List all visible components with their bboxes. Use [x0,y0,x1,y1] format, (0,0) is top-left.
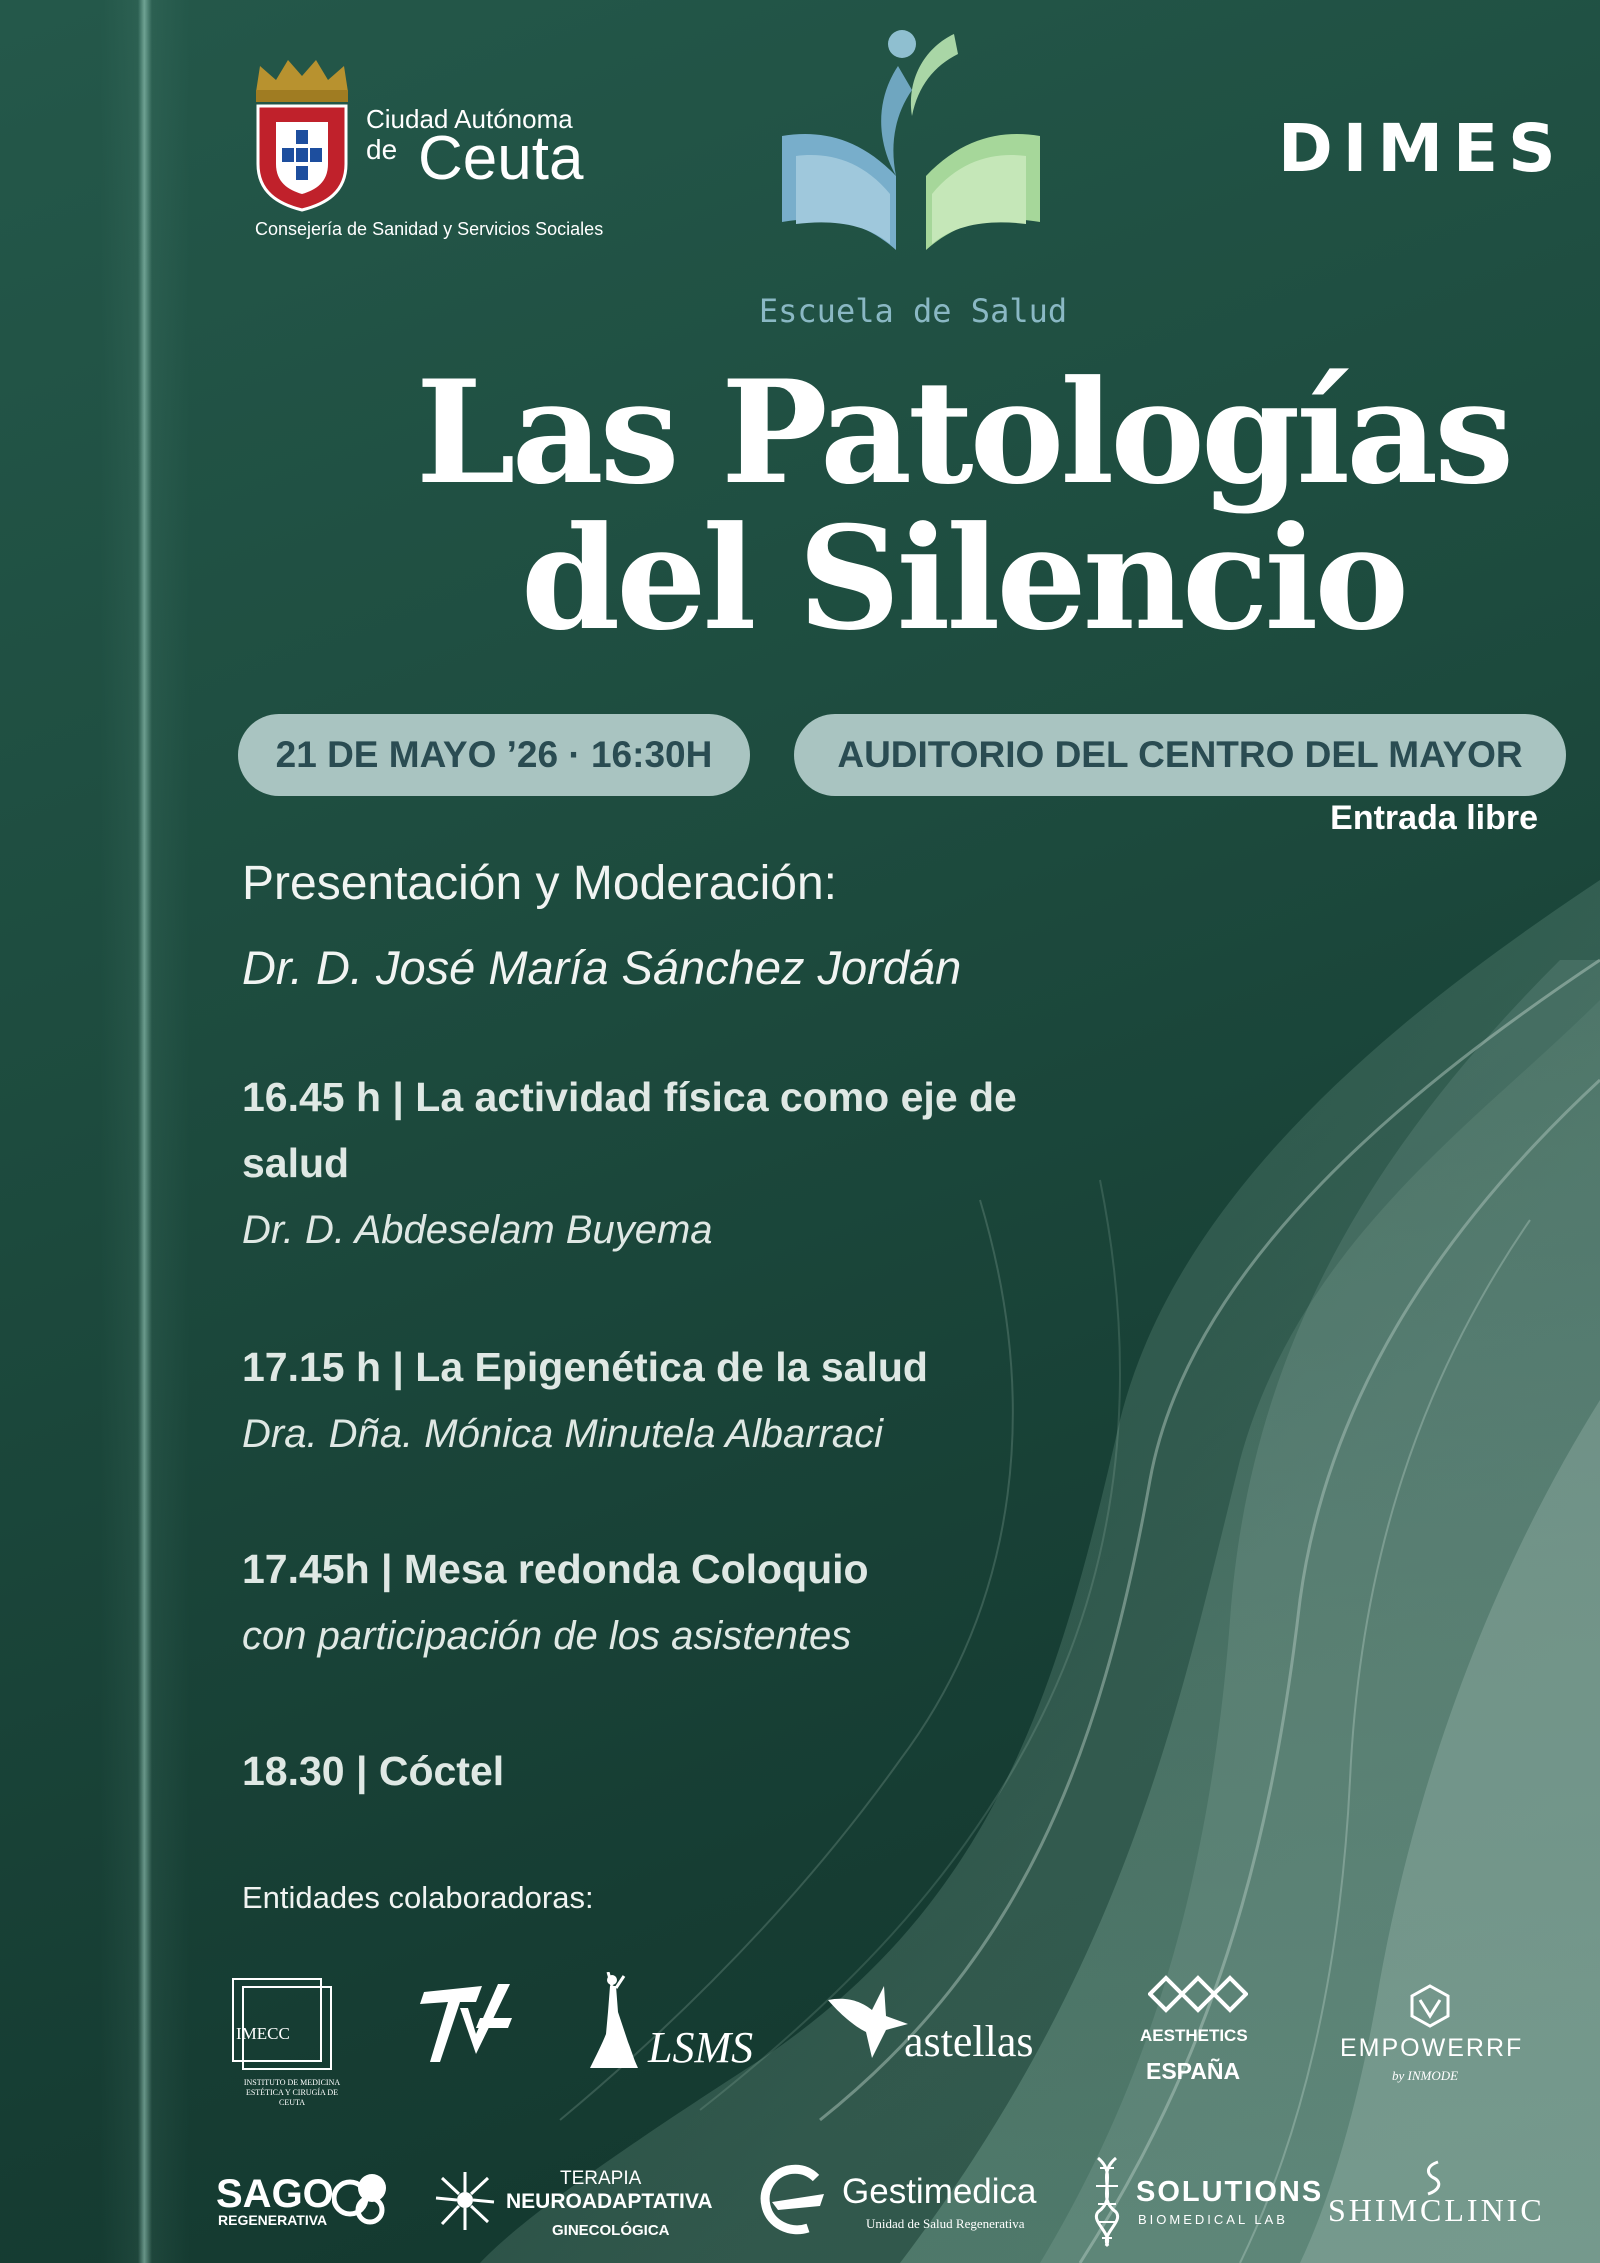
shimclinic-swirl-icon [1418,2160,1448,2196]
imecc-subtitle [222,2078,362,2108]
shimclinic-logo: SHIMCLINIC [1328,2192,1545,2228]
presentation-moderator: Dr. D. José María Sánchez Jordán [242,941,962,994]
poster-title-line2: del Silencio [520,496,1406,662]
empower-subtitle: by INMODE [1392,2068,1459,2083]
entry-note: Entrada libre [1330,799,1538,837]
sponsors-label: Entidades colaboradoras: [242,1880,594,1915]
neuron-icon [432,2168,498,2232]
gestimedica-subtitle: Unidad de Salud Regenerativa [866,2216,1025,2231]
school-name: Escuela de Salud [758,292,1068,330]
sago-cells-icon [332,2170,390,2226]
program-item-4-title: 18.30 | Cóctel [242,1748,505,1794]
venue-badge: AUDITORIO DEL CENTRO DEL MAYOR [794,714,1566,796]
imecc-sub-2: ESTÉTICA Y CIRUGÍA DE [245,2088,339,2097]
dna-helix-icon [1090,2156,1124,2248]
program-item-2-title: 17.15 h | La Epigenética de la salud [242,1344,928,1390]
terapia-line3: GINECOLÓGICA [552,2222,670,2239]
dimes-logo: DIMES [1278,110,1566,187]
gestimedica-emblem-icon [758,2164,830,2236]
tv-monogram-logo-icon [420,1978,516,2068]
astellas-logo: astellas [904,2017,1034,2066]
program-item-3-speaker: con participación de los asistentes [242,1614,852,1658]
ceuta-de: de [366,134,398,165]
sago-subtitle: REGENERATIVA [218,2212,328,2228]
ceuta-crest-icon [246,52,358,212]
lsms-logo: LSMS [648,2023,754,2072]
open-book-logo-icon [778,26,1044,266]
imecc-logo [232,1978,328,2068]
aesthetics-line2: ESPAÑA [1146,2058,1241,2084]
dancer-figure-icon [588,1972,638,2070]
terapia-line2: NEUROADAPTATIVA [506,2190,713,2213]
gestimedica-logo: Gestimedica [842,2172,1037,2211]
aesthetics-diamond-icon [1148,1974,1248,2024]
imecc-name: IMECC [236,2024,290,2043]
program-item-1-speaker: Dr. D. Abdeselam Buyema [242,1208,713,1252]
solutions-logo: SOLUTIONS [1136,2176,1324,2208]
date-time-badge: 21 DE MAYO ’26 · 16:30H [238,714,750,796]
ceuta-department: Consejería de Sanidad y Servicios Sociales [255,219,604,239]
empower-logo: EMPOWERRF [1340,2034,1524,2062]
aesthetics-line1: AESTHETICS [1140,2026,1248,2045]
sago-logo: SAGO [216,2172,334,2216]
program-item-1-title-line1: 16.45 h | La actividad física como eje de [242,1074,1017,1120]
presentation-label: Presentación y Moderación: [242,857,837,910]
program-item-3-title: 17.45h | Mesa redonda Coloquio [242,1546,869,1592]
ceuta-line1: Ciudad Autónoma [366,104,573,134]
program-item-1-title-line2: salud [242,1140,350,1186]
empower-hexagon-icon [1408,1984,1452,2028]
astellas-star-icon [828,1986,908,2060]
imecc-sub-1: INSTITUTO DE MEDICINA [243,2078,341,2087]
imecc-sub-3: CEUTA [278,2098,306,2107]
terapia-line1: TERAPIA [560,2168,642,2189]
ceuta-name: Ceuta [418,124,584,193]
program-item-2-speaker: Dra. Dña. Mónica Minutela Albarraci [242,1412,883,1456]
solutions-subtitle: BIOMEDICAL LAB [1138,2212,1288,2227]
poster-title-line1: Las Patologías [415,350,1511,516]
